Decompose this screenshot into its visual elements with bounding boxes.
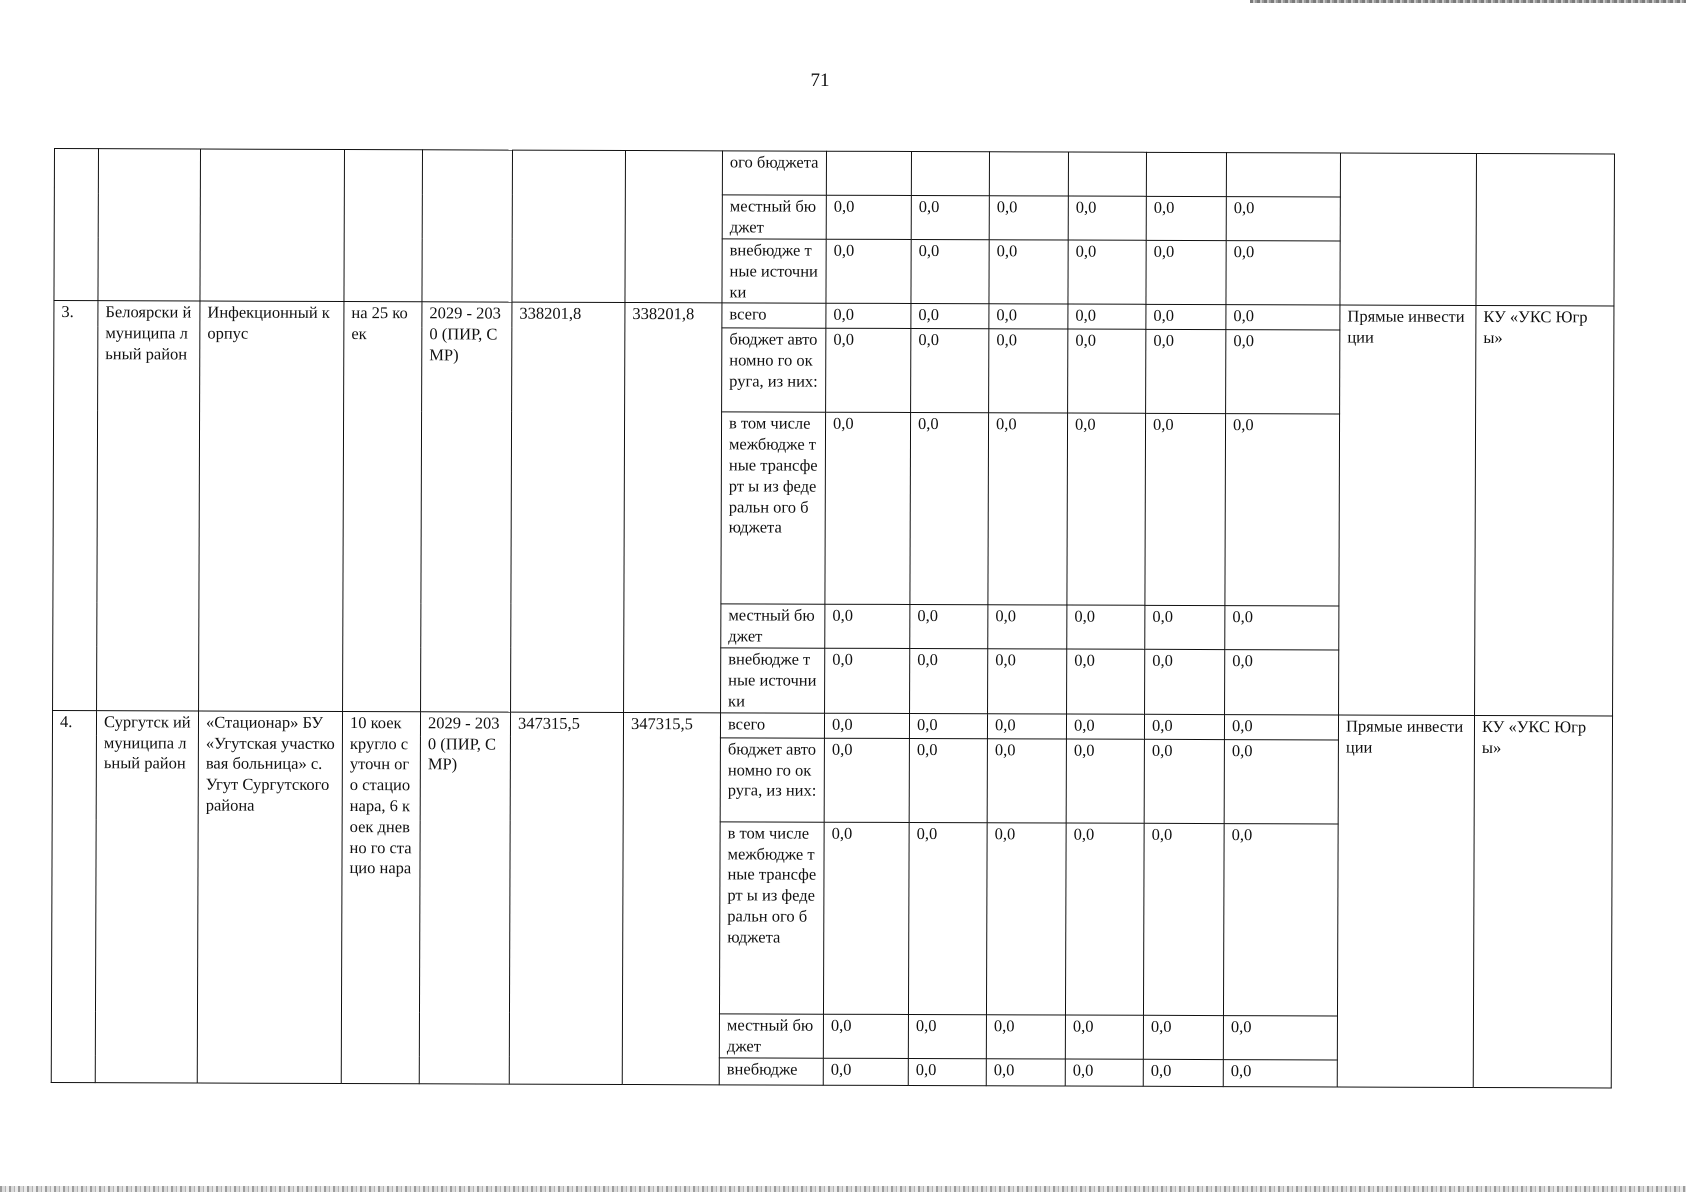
object-cell: «Стационар» БУ «Угутская участковая больница» с. Угут Сургутского района xyxy=(197,711,342,1084)
object-cell: Инфекционный корпус xyxy=(199,301,344,711)
mechanism-cell: Прямые инвестиции xyxy=(1337,715,1474,1087)
value-cell: 0,0 xyxy=(1223,1015,1337,1059)
value-cell: 0,0 xyxy=(989,304,1068,329)
value-cell: 0,0 xyxy=(910,649,988,714)
value-cell: 0,0 xyxy=(826,304,911,329)
value-cell: 0,0 xyxy=(1223,823,1338,1015)
index-cell xyxy=(54,149,99,302)
index-cell: 4. xyxy=(51,710,96,1082)
cost-remaining-cell: 347315,5 xyxy=(622,712,720,1084)
value-cell: 0,0 xyxy=(908,1058,986,1085)
value-cell: 0,0 xyxy=(824,713,909,738)
funding-source-label: ого бюджета xyxy=(722,151,826,195)
value-cell: 0,0 xyxy=(823,822,909,1014)
cost-total-cell: 347315,5 xyxy=(509,712,623,1084)
value-cell: 0,0 xyxy=(986,1015,1065,1059)
value-cell: 0,0 xyxy=(825,413,911,605)
value-cell: 0,0 xyxy=(988,605,1067,649)
value-cell: 0,0 xyxy=(1065,1015,1143,1059)
value-cell: 0,0 xyxy=(1145,650,1225,715)
value-cell: 0,0 xyxy=(1145,414,1226,606)
investment-table xyxy=(51,148,1615,1088)
value-cell: 0,0 xyxy=(911,239,989,304)
funding-source-label: внебюдже тные источники xyxy=(722,239,826,304)
value-cell: 0,0 xyxy=(1146,330,1226,414)
municipality-cell: Сургутск ий муниципа льный район xyxy=(95,710,198,1082)
value-cell: 0,0 xyxy=(909,738,987,822)
value-cell: 0,0 xyxy=(1146,196,1226,240)
value-cell: 0,0 xyxy=(1224,739,1338,823)
value-cell: 0,0 xyxy=(1225,414,1340,606)
value-cell: 0,0 xyxy=(826,239,911,304)
customer-cell xyxy=(1476,153,1615,306)
value-cell: 0,0 xyxy=(1068,196,1146,240)
cost-remaining-cell: 338201,8 xyxy=(624,303,722,713)
funding-source-label: всего xyxy=(722,303,826,328)
value-cell: 0,0 xyxy=(1068,304,1146,329)
funding-source-label: внебюдже тные источники xyxy=(721,648,825,713)
value-cell xyxy=(989,152,1068,196)
value-cell: 0,0 xyxy=(987,739,1066,823)
object-cell xyxy=(200,149,345,302)
value-cell: 0,0 xyxy=(1225,606,1339,650)
value-cell: 0,0 xyxy=(1065,1059,1143,1086)
funding-source-label: внебюдже xyxy=(719,1058,823,1085)
value-cell: 0,0 xyxy=(908,1014,986,1058)
value-cell: 0,0 xyxy=(825,649,910,714)
period-cell: 2029 - 2030 (ПИР, СМР) xyxy=(421,302,512,712)
value-cell: 0,0 xyxy=(911,195,989,239)
value-cell: 0,0 xyxy=(986,823,1066,1015)
value-cell: 0,0 xyxy=(909,713,987,738)
page-number: 71 xyxy=(810,70,830,91)
value-cell: 0,0 xyxy=(910,605,988,649)
value-cell: 0,0 xyxy=(1146,305,1226,330)
municipality-cell xyxy=(98,149,201,302)
value-cell: 0,0 xyxy=(988,413,1068,605)
value-cell: 0,0 xyxy=(1067,413,1146,605)
value-cell: 0,0 xyxy=(1226,241,1340,306)
table-row xyxy=(54,149,1614,198)
value-cell: 0,0 xyxy=(1226,197,1340,241)
value-cell: 0,0 xyxy=(825,605,910,649)
value-cell: 0,0 xyxy=(911,304,989,329)
value-cell: 0,0 xyxy=(1144,739,1224,823)
value-cell: 0,0 xyxy=(823,1058,908,1085)
customer-cell: КУ «УКС Югры» xyxy=(1473,715,1612,1087)
document-sheet xyxy=(51,148,1615,1088)
capacity-cell: на 25 коек xyxy=(343,302,422,712)
mechanism-cell xyxy=(1340,153,1477,306)
period-cell: 2029 - 2030 (ПИР, СМР) xyxy=(419,712,510,1084)
mechanism-cell: Прямые инвестиции xyxy=(1339,305,1476,715)
value-cell: 0,0 xyxy=(1066,739,1144,823)
value-cell: 0,0 xyxy=(1223,1059,1337,1086)
cost-total-cell xyxy=(512,150,626,303)
value-cell: 0,0 xyxy=(1068,240,1146,305)
funding-source-label: всего xyxy=(720,713,824,738)
value-cell: 0,0 xyxy=(1143,1015,1223,1059)
funding-source-label: бюджет автономно го округа, из них: xyxy=(720,738,824,822)
value-cell: 0,0 xyxy=(910,413,989,605)
value-cell: 0,0 xyxy=(1226,330,1340,414)
value-cell: 0,0 xyxy=(826,195,911,239)
table-row xyxy=(54,301,1614,331)
value-cell: 0,0 xyxy=(823,1014,908,1058)
value-cell: 0,0 xyxy=(911,329,989,413)
value-cell: 0,0 xyxy=(908,822,987,1014)
period-cell xyxy=(422,150,513,303)
value-cell: 0,0 xyxy=(1146,240,1226,305)
value-cell: 0,0 xyxy=(1226,305,1340,330)
customer-cell: КУ «УКС Югры» xyxy=(1475,306,1614,716)
cost-remaining-cell xyxy=(625,150,723,303)
municipality-cell: Белоярски й муниципа льный район xyxy=(97,301,200,711)
value-cell: 0,0 xyxy=(989,329,1068,413)
table-body xyxy=(51,149,1614,1088)
value-cell: 0,0 xyxy=(1144,714,1224,739)
capacity-cell: 10 коек кругло суточн ого стацио нара, 6 коек дневно го стацио нара xyxy=(341,711,420,1083)
funding-source-label: бюджет автономно го округа, из них: xyxy=(722,328,826,412)
funding-source-label: местный бюджет xyxy=(722,195,826,239)
value-cell: 0,0 xyxy=(1225,650,1339,715)
cost-total-cell: 338201,8 xyxy=(511,302,625,712)
value-cell: 0,0 xyxy=(1065,823,1144,1015)
value-cell xyxy=(826,151,911,195)
value-cell: 0,0 xyxy=(987,714,1066,739)
value-cell xyxy=(1068,152,1146,196)
value-cell: 0,0 xyxy=(1145,606,1225,650)
table-row xyxy=(52,710,1612,740)
value-cell: 0,0 xyxy=(826,329,911,413)
value-cell: 0,0 xyxy=(1143,1059,1223,1086)
value-cell: 0,0 xyxy=(1224,714,1338,739)
funding-source-label: местный бюджет xyxy=(719,1014,823,1058)
value-cell: 0,0 xyxy=(1067,649,1145,714)
index-cell: 3. xyxy=(53,301,98,711)
scan-edge-bottom xyxy=(0,1186,1686,1192)
value-cell xyxy=(1146,152,1226,196)
value-cell xyxy=(911,151,989,195)
value-cell: 0,0 xyxy=(989,196,1068,240)
value-cell xyxy=(1226,153,1340,197)
funding-source-label: местный бюджет xyxy=(721,604,825,648)
value-cell: 0,0 xyxy=(824,738,909,822)
value-cell: 0,0 xyxy=(1067,605,1145,649)
value-cell: 0,0 xyxy=(988,649,1067,714)
capacity-cell xyxy=(344,150,423,303)
funding-source-label: в том числе межбюдже тные трансферт ы из федеральн ого бюджета xyxy=(721,412,826,604)
scan-edge-top xyxy=(1250,0,1686,3)
value-cell: 0,0 xyxy=(1143,823,1224,1015)
value-cell: 0,0 xyxy=(989,240,1068,305)
value-cell: 0,0 xyxy=(1066,714,1144,739)
funding-source-label: в том числе межбюдже тные трансферт ы из федеральн ого бюджета xyxy=(719,822,824,1014)
value-cell: 0,0 xyxy=(986,1059,1065,1086)
value-cell: 0,0 xyxy=(1068,329,1146,413)
